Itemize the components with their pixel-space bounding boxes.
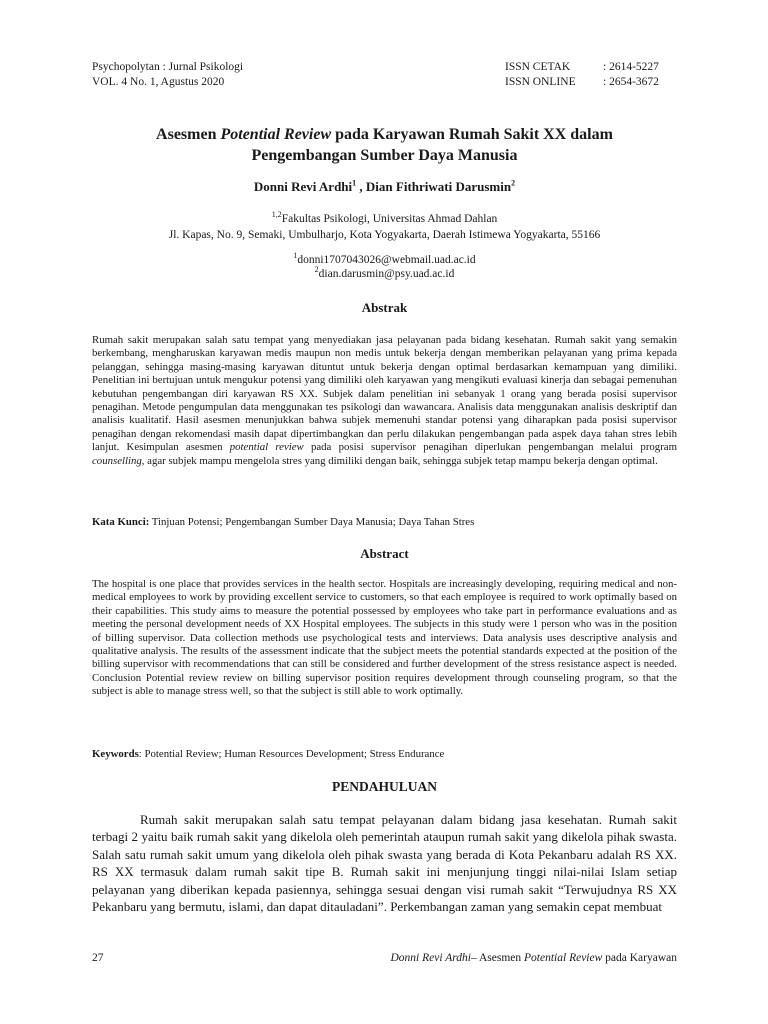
journal-header-right <box>505 60 659 90</box>
issn-online-row <box>505 75 659 90</box>
abstrak-text-1: Rumah sakit merupakan salah satu tempat yang menyediakan jasa pelayanan pada bidang kesehatan. Rumah sakit yang semakin berkembang, mengharuskan karyawan medis maupun non medis untuk bekerja dengan memberikan pelayanan yang prima kepada pelanggan, sehingga masing-masing karyawan dituntut untuk bekerja dengan optimal berdasarkan kemampuan yang dimiliki. Penelitian ini bertujuan untuk mengukur potensi yang dimiliki oleh karyawan yang mengikuti evaluasi kinerja dan sebagai pemenuhan kebutuhan pengembangan diri karyawan RS XX. Subjek dalam penelitian ini sebanyak 1 orang yang berada posisi supervisor penagihan. Metode pengumpulan data menggunakan tes psikologi dan wawancara. Analisis data menggunakan analisis deskriptif dan analisis kualitatif. Hasil asesmen menunjukkan bahwa subjek memenuhi standar potensi yang diharapkan pada posisi supervisor penagihan dengan rekomendasi masih dapat dipertimbangkan dan perlu dilakukan pengembangan pada aspek daya tahan stres lebih lanjut. Kesimpulan asesmen <box>92 334 677 454</box>
author-2-sup: 2 <box>511 178 516 188</box>
running-tail: pada Karyawan <box>602 952 677 964</box>
abstrak-text-2: pada posisi supervisor penagihan diperlukan pengembangan melalui program <box>303 441 677 454</box>
author-emails <box>92 253 677 281</box>
email-line-1 <box>92 253 677 267</box>
keywords-value: : Potential Review; Human Resources Development; Stress Endurance <box>138 748 445 760</box>
page-number: 27 <box>92 952 104 964</box>
running-sep: – Asesmen <box>471 952 525 964</box>
pendahuluan-body: Rumah sakit merupakan salah satu tempat pelayanan dalam bidang jasa kesehatan. Rumah sakit terbagi 2 yaitu baik rumah sakit yang dikelola oleh pemerintah ataupun rumah sakit yang dikelola pihak swasta. Salah satu rumah sakit umum yang dikelola oleh pihak swasta yang berada di Kota Pekanbaru adalah RS XX. RS XX termasuk dalam rumah sakit tipe B. Rumah sakit ini menjunjung tinggi nilai-nilai Islam setiap pelayanan yang diberikan kepada pasiennya, sehingga sesuai dengan visi rumah sakit “Terwujudnya RS XX Pekanbaru yang bermutu, islami, dan dapat ditauladani”. Perkembangan zaman yang semakin cepat membuat <box>92 812 677 915</box>
abstrak-italic-2: counselling <box>92 454 142 467</box>
author-list <box>92 179 677 195</box>
journal-name: Psychopolytan : Jurnal Psikologi <box>92 61 244 73</box>
running-title <box>391 952 678 964</box>
page-footer <box>92 952 677 964</box>
issn-online-label: ISSN ONLINE <box>505 76 576 88</box>
issn-print-value: : 2614-5227 <box>603 61 659 73</box>
kata-kunci-value: Tinjuan Potensi; Pengembangan Sumber Daya Manusia; Daya Tahan Stres <box>149 516 475 528</box>
issn-print-label: ISSN CETAK <box>505 61 571 73</box>
affiliation-line-2: Jl. Kapas, No. 9, Semaki, Umbulharjo, Kota Yogyakarta, Daerah Istimewa Yogyakarta, 55166 <box>168 229 601 241</box>
author-1: Donni Revi Ardhi <box>253 179 353 194</box>
title-line-1 <box>92 124 677 145</box>
abstrak-text-3: , agar subjek mampu mengelola stres yang dimiliki dengan baik, sehingga subjek tetap mampu bekerja dengan optimal. <box>141 454 658 467</box>
title-line-2: Pengembangan Sumber Daya Manusia <box>251 147 518 164</box>
email-line-2 <box>92 267 677 281</box>
journal-volume: VOL. 4 No. 1, Agustus 2020 <box>92 76 225 88</box>
affiliation <box>92 211 677 243</box>
title-part-1: Asesmen <box>156 126 221 143</box>
journal-header-left <box>92 60 243 90</box>
issn-print-row <box>505 60 659 75</box>
email-2[interactable]: dian.darusmin@psy.uad.ac.id <box>318 268 455 280</box>
issn-online-value: : 2654-3672 <box>603 76 659 88</box>
kata-kunci <box>92 516 677 529</box>
title-part-3: pada Karyawan Rumah Sakit XX dalam <box>331 126 613 143</box>
author-separator: , <box>356 179 366 194</box>
affiliation-line-1 <box>92 211 677 227</box>
running-author: Donni Revi Ardhi <box>390 952 471 964</box>
title-italic: Potential Review <box>220 126 332 143</box>
affiliation-name: Fakultas Psikologi, Universitas Ahmad Dahlan <box>281 213 498 225</box>
keywords <box>92 748 677 761</box>
author-1-sup: 1 <box>352 178 357 188</box>
email-1[interactable]: donni1707043026@webmail.uad.ac.id <box>297 254 476 266</box>
running-title-italic: Potential Review <box>524 952 603 964</box>
keywords-label: Keywords <box>92 748 139 760</box>
abstract-heading: Abstract <box>360 546 409 561</box>
abstrak-body <box>92 334 677 468</box>
email-2-sup: 2 <box>314 265 319 275</box>
abstract-body: The hospital is one place that provides services in the health sector. Hospitals are increasingly developing, requiring medical and non-medical employees to work by providing excellent service to customers, so that each employee is required to work optimally based on their capabilities. This study aims to measure the potential possessed by employees who take part in performance evaluations and as meeting the personal development needs of XX Hospital employees. The subjects in this study were 1 person who was in the position of billing supervisor. Data collection methods use psychological tests and interviews. Data analysis uses descriptive analysis and qualitative analysis. The results of the assessment indicate that the subject meets the potential standards expected at the position of the billing supervisor with recommendations that can still be considered and further development of the stress resistance aspect is needed. Conclusion Potential review review on billing supervisor position requires development through counseling program, so that the subject is able to manage stress well, so that the subject is still able to work optimally. <box>92 578 677 698</box>
paper-title <box>92 124 677 166</box>
abstrak-italic-1: potential review <box>229 441 304 454</box>
author-2: Dian Fithriwati Darusmin <box>365 179 512 194</box>
email-1-sup: 1 <box>293 251 298 261</box>
abstrak-heading: Abstrak <box>361 300 408 315</box>
pendahuluan-heading: PENDAHULUAN <box>331 779 437 794</box>
kata-kunci-label: Kata Kunci: <box>92 516 150 528</box>
affiliation-sup: 1,2 <box>271 210 282 220</box>
